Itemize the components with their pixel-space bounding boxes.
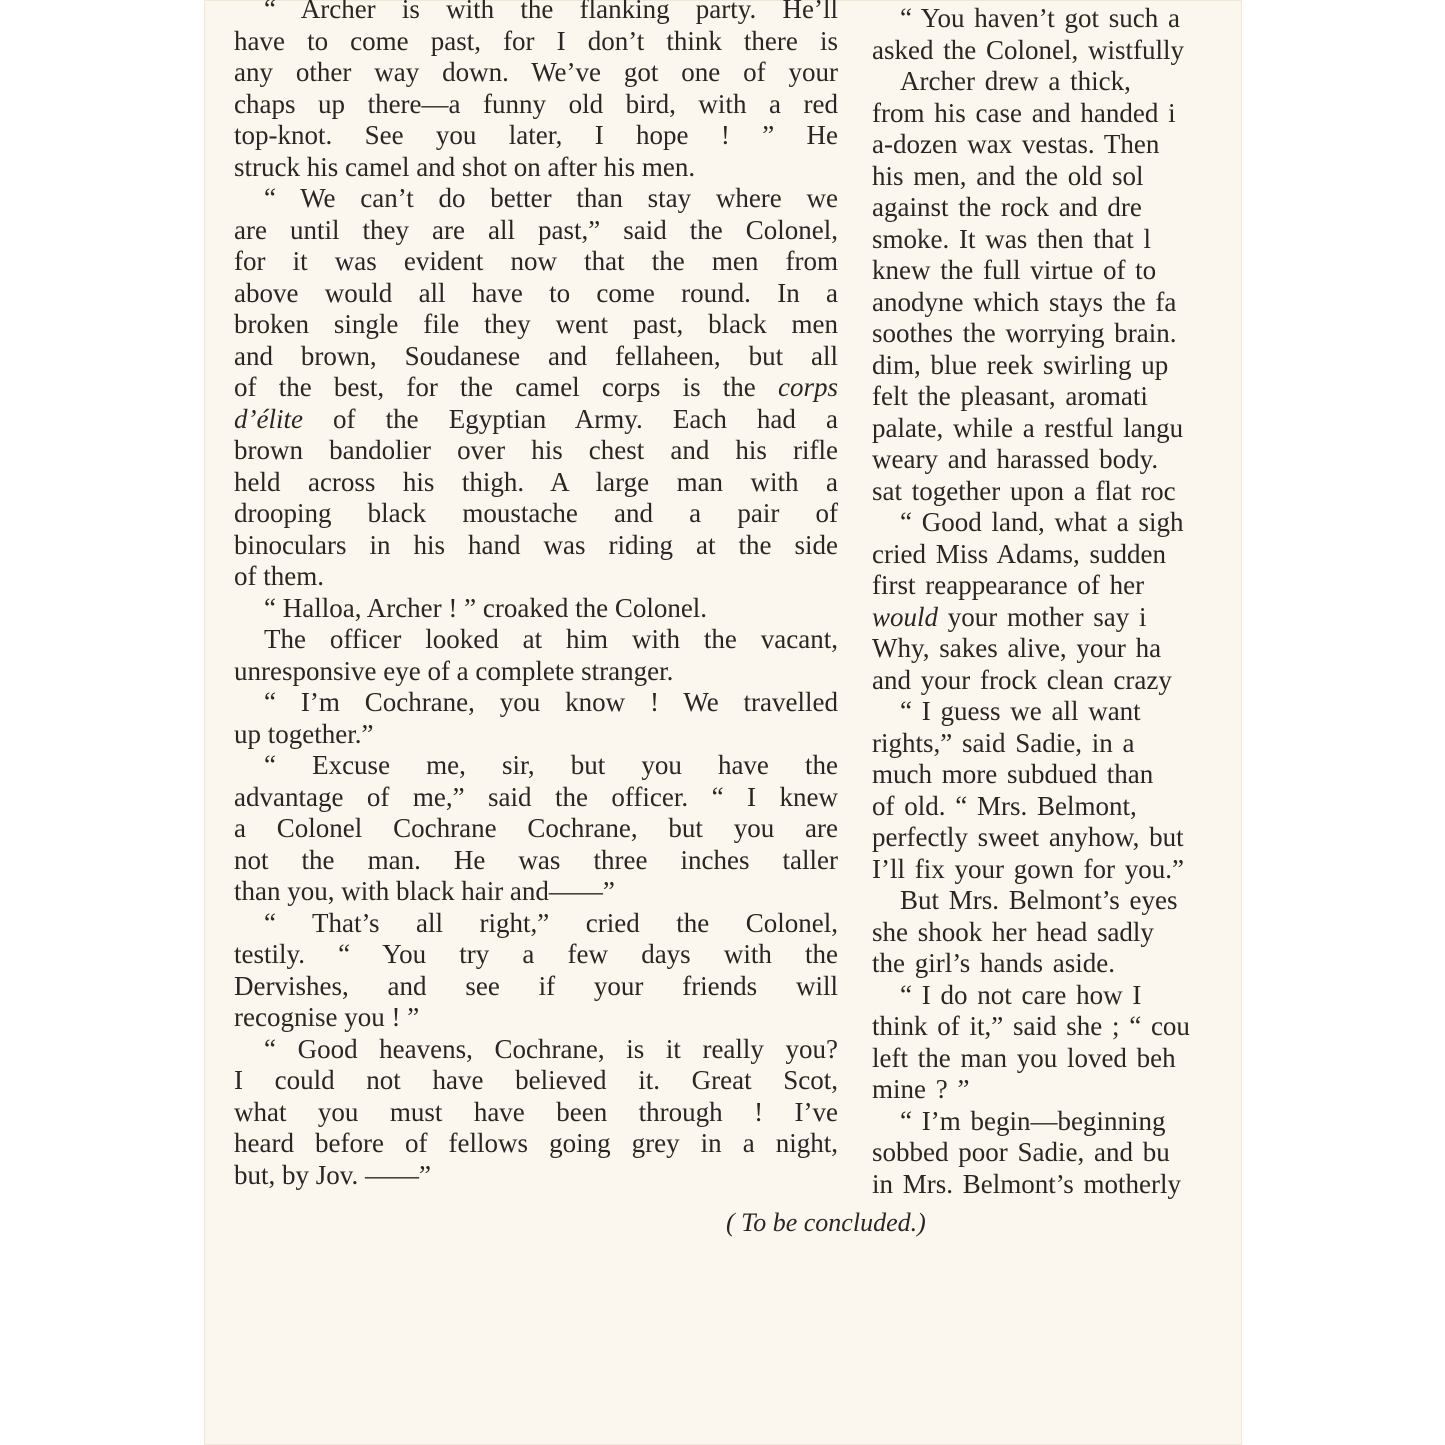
text-line: asked the Colonel, wistfully <box>872 34 1184 65</box>
text-line: heard before of fellows going grey in a night, <box>234 1128 838 1158</box>
text-line: drooping black moustache and a pair of <box>234 498 838 528</box>
text-line: than you, with black hair and——” <box>234 876 615 906</box>
text-line: Why, sakes alive, your ha <box>872 633 1162 663</box>
text-line: “ I’m begin—beginning <box>900 1105 1166 1136</box>
text-line: perfectly sweet anyhow, but <box>872 822 1184 852</box>
continuation-note: ( To be concluded.) <box>726 1208 926 1237</box>
text-line: “ Halloa, Archer ! ” croaked the Colonel. <box>264 592 708 623</box>
text-line: are until they are all past,” said the Colonel, <box>234 214 838 245</box>
text-line: soothes the worrying brain. <box>872 318 1177 348</box>
text-line: dim, blue reek swirling up <box>872 349 1169 380</box>
text-line: broken single file they went past, black men <box>234 309 838 339</box>
text-line: held across his thigh. A large man with a <box>234 466 838 497</box>
text-line: weary and harassed body. <box>872 444 1159 474</box>
text-line: cried Miss Adams, sudden <box>872 538 1166 569</box>
text-line: “ You haven’t got such a <box>900 3 1180 33</box>
text-line: brown bandolier over his chest and his rifle <box>234 435 838 465</box>
text-line: against the rock and dre <box>872 192 1142 222</box>
text-line: Dervishes, and see if your friends will <box>234 970 838 1001</box>
text-line: “ I guess we all want <box>900 696 1141 726</box>
text-line: sat together upon a flat roc <box>872 475 1176 506</box>
text-line: chaps up there—a funny old bird, with a red <box>234 88 838 119</box>
text-line: “ Good heavens, Cochrane, is it really you? <box>264 1033 838 1064</box>
text-line: in Mrs. Belmont’s motherly <box>872 1168 1181 1199</box>
text-line: felt the pleasant, aromati <box>872 381 1148 411</box>
text-line: and brown, Soudanese and fellaheen, but all <box>234 340 838 371</box>
text-line: his men, and the old sol <box>872 160 1144 191</box>
text-line: of them. <box>234 561 324 591</box>
text-line: of the best, for the camel corps is the corps <box>234 372 838 402</box>
text-line: “ That’s all right,” cried the Colonel, <box>264 907 838 938</box>
text-line: “ I do not care how I <box>900 979 1142 1010</box>
text-line: she shook her head sadly <box>872 916 1154 947</box>
text-line: anodyne which stays the fa <box>872 286 1177 317</box>
text-line: testily. “ You try a few days with the <box>234 939 838 969</box>
text-line: from his case and handed i <box>872 97 1176 128</box>
text-line: a Colonel Cochrane Cochrane, but you are <box>234 813 838 843</box>
text-line: any other way down. We’ve got one of your <box>234 57 838 87</box>
text-line: left the man you loved beh <box>872 1042 1176 1073</box>
text-line: d’élite of the Egyptian Army. Each had a <box>234 403 838 434</box>
text-line: think of it,” said she ; “ cou <box>872 1011 1190 1041</box>
text-line: for it was evident now that the men from <box>234 246 838 276</box>
text-line: “ We can’t do better than stay where we <box>264 183 838 213</box>
text-line: mine ? ” <box>872 1074 970 1104</box>
text-line: “ Good land, what a sigh <box>900 507 1184 537</box>
text-line: first reappearance of her <box>872 570 1145 600</box>
right-text-column <box>872 3 1242 1200</box>
text-line: and your frock clean crazy <box>872 664 1172 695</box>
text-line: not the man. He was three inches taller <box>234 844 838 875</box>
left-text-column <box>234 0 838 1191</box>
text-line: “ Archer is with the flanking party. He’ll <box>264 0 838 24</box>
magazine-page-clipping <box>204 0 1242 1445</box>
text-line: much more subdued than <box>872 759 1154 789</box>
text-line: of old. “ Mrs. Belmont, <box>872 790 1137 821</box>
text-line: sobbed poor Sadie, and bu <box>872 1137 1170 1167</box>
text-line: But Mrs. Belmont’s eyes <box>900 885 1178 915</box>
text-line: I could not have believed it. Great Scot, <box>234 1065 838 1095</box>
text-line: recognise you ! ” <box>234 1002 420 1032</box>
text-line: what you must have been through ! I’ve <box>234 1096 838 1127</box>
text-line: would your mother say i <box>872 601 1147 632</box>
text-line: binoculars in his hand was riding at the side <box>234 529 838 560</box>
text-line: unresponsive eye of a complete stranger. <box>234 655 674 686</box>
text-line: up together.” <box>234 718 374 749</box>
text-line: palate, while a restful langu <box>872 412 1184 443</box>
text-line: the girl’s hands aside. <box>872 948 1115 978</box>
text-line: top-knot. See you later, I hope ! ” He <box>234 120 838 150</box>
text-line: but, by Jov. ——” <box>234 1159 431 1190</box>
text-line: a-dozen wax vestas. Then <box>872 129 1160 159</box>
text-line: I’ll fix your gown for you.” <box>872 853 1184 884</box>
text-line: “ Excuse me, sir, but you have the <box>264 750 838 780</box>
text-line: “ I’m Cochrane, you know ! We travelled <box>264 687 838 717</box>
text-line: advantage of me,” said the officer. “ I knew <box>234 781 838 812</box>
text-line: smoke. It was then that l <box>872 223 1151 254</box>
text-line: The officer looked at him with the vacant, <box>264 624 838 654</box>
text-line: rights,” said Sadie, in a <box>872 727 1135 758</box>
text-line: knew the full virtue of to <box>872 255 1157 285</box>
text-line: above would all have to come round. In a <box>234 277 838 308</box>
text-line: have to come past, for I don’t think there is <box>234 25 838 56</box>
text-line: Archer drew a thick, <box>900 66 1131 96</box>
text-line: struck his camel and shot on after his men. <box>234 151 696 182</box>
